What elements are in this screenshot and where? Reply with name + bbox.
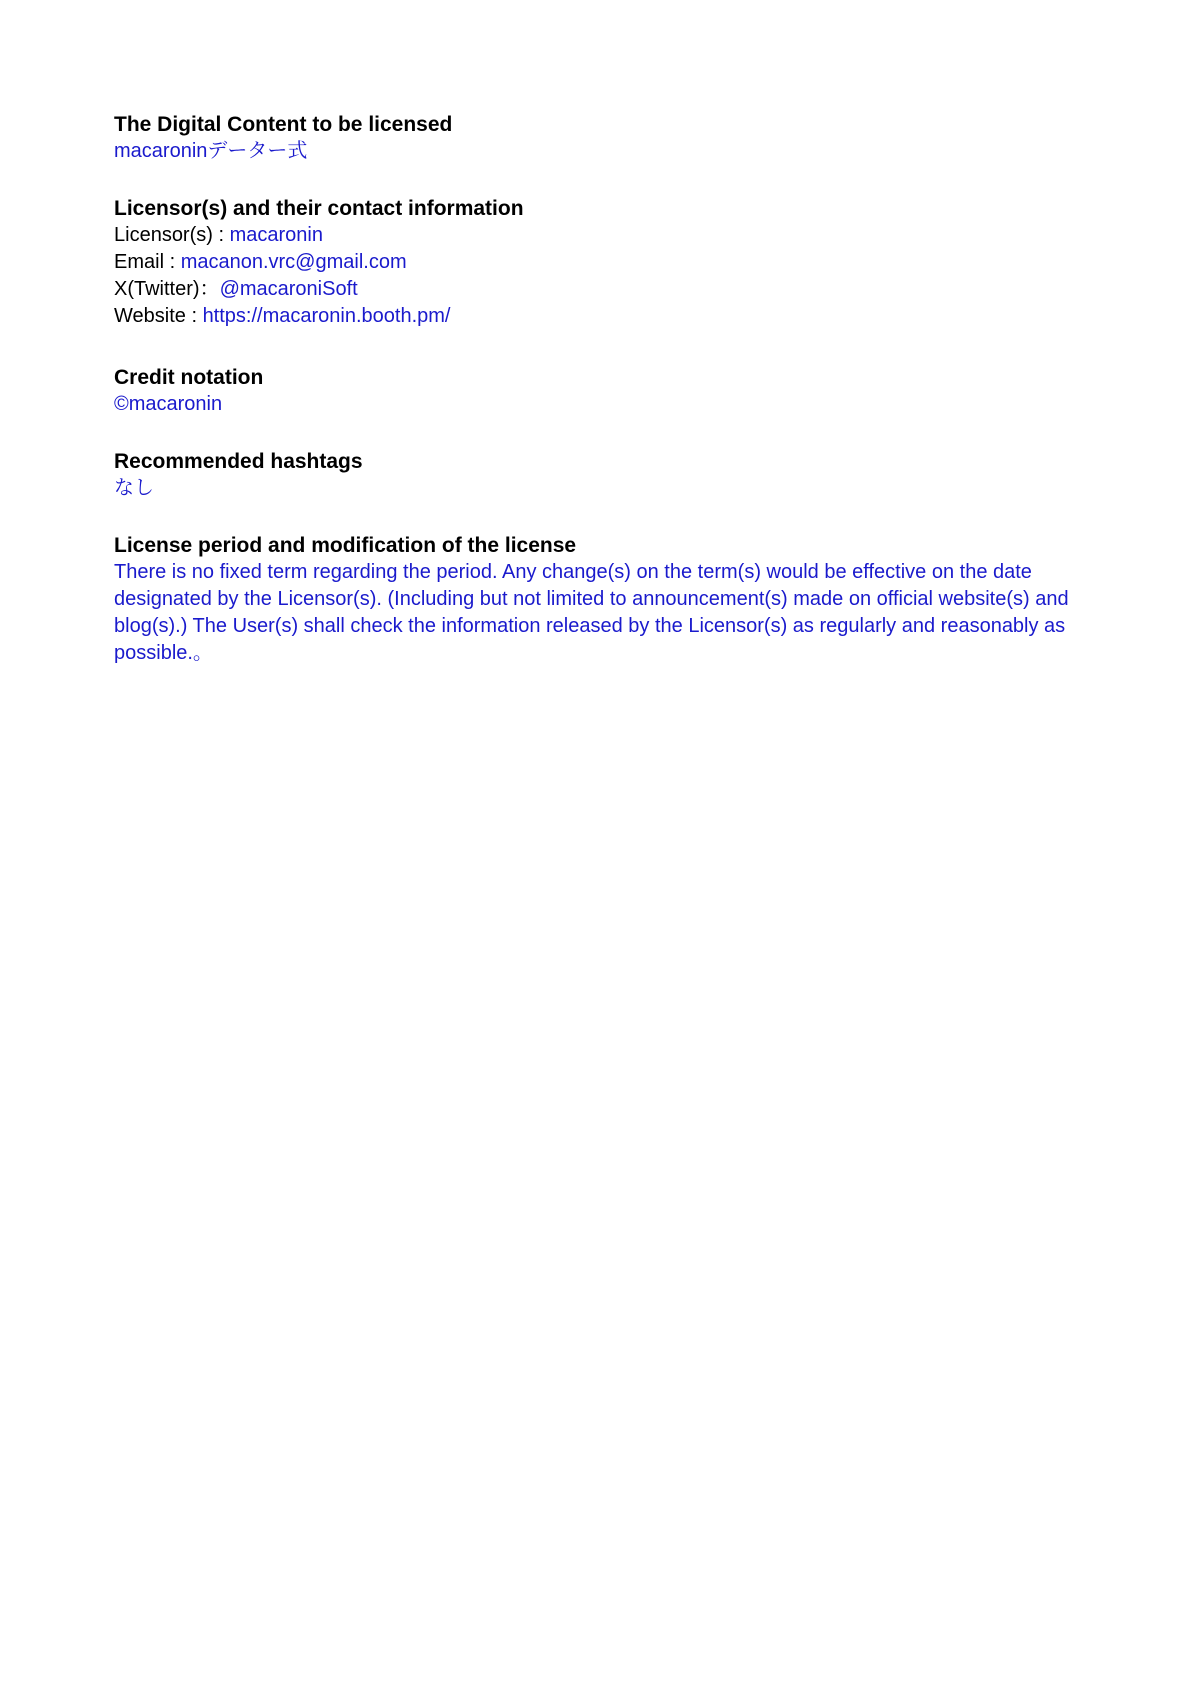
website-row <box>114 303 1104 330</box>
credit-notation-value: ©macaronin <box>114 393 223 415</box>
digital-content-heading: The Digital Content to be licensed <box>114 113 453 136</box>
licensor-value: macaronin <box>229 224 323 246</box>
website-link[interactable]: https://macaronin.booth.pm/ <box>202 305 451 327</box>
section-licensor-contact <box>114 196 1104 330</box>
website-label: Website : <box>114 305 203 327</box>
recommended-hashtags-heading: Recommended hashtags <box>114 450 363 473</box>
section-digital-content <box>114 112 1104 165</box>
licensor-label: Licensor(s) : <box>114 224 230 246</box>
section-recommended-hashtags <box>114 449 1104 502</box>
email-link[interactable]: macanon.vrc@gmail.com <box>180 251 407 273</box>
digital-content-value: macaroninデーター式 <box>114 140 308 162</box>
document-body <box>114 112 1104 698</box>
section-credit-notation <box>114 365 1104 418</box>
twitter-label: X(Twitter)： <box>114 278 220 300</box>
recommended-hashtags-value: なし <box>114 477 154 499</box>
licensor-row <box>114 222 1104 249</box>
licensor-contact-heading: Licensor(s) and their contact information <box>114 197 524 220</box>
section-license-period <box>114 533 1104 667</box>
email-label: Email : <box>114 251 181 273</box>
credit-notation-heading: Credit notation <box>114 366 264 389</box>
twitter-handle-link[interactable]: @macaroniSoft <box>219 278 358 300</box>
license-period-heading: License period and modification of the license <box>114 534 577 557</box>
twitter-row <box>114 276 1104 303</box>
email-row <box>114 249 1104 276</box>
license-period-text: There is no fixed term regarding the period. Any change(s) on the term(s) would be effective on the date designated by the Licensor(s). (Including but not limited to announcement(s) made on official website(s) and blog(s).) The User(s) shall check the information released by the Licensor(s) as regularly and reasonably as possible.。 <box>114 561 1069 664</box>
